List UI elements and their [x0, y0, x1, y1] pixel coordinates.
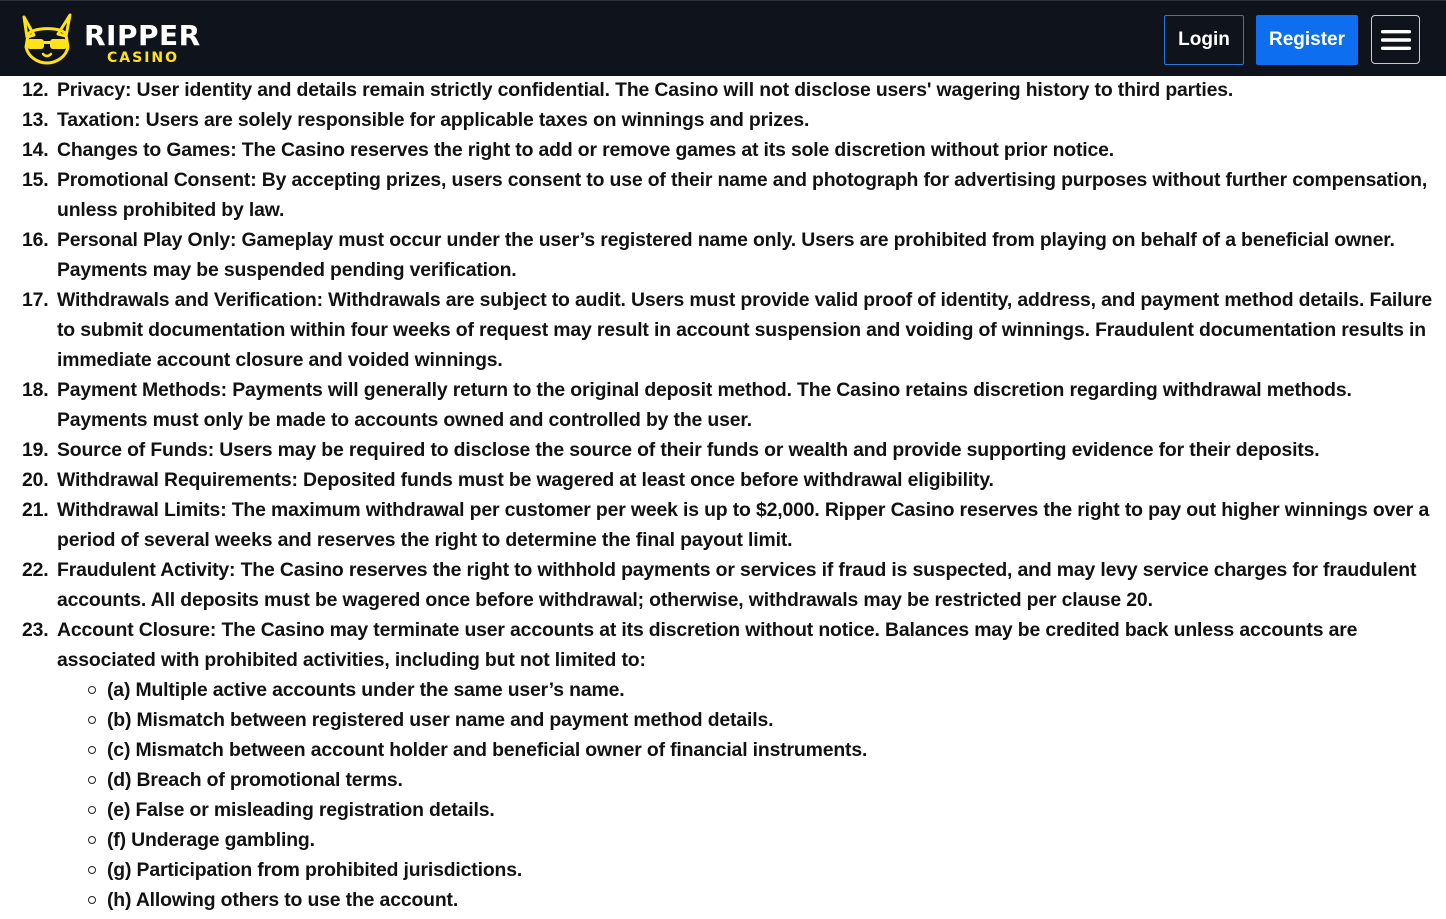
term-number: 16. — [22, 229, 49, 251]
closure-reason-text: (f) Underage gambling. — [107, 829, 315, 851]
menu-button[interactable] — [1371, 15, 1420, 64]
term-number: 14. — [22, 139, 49, 161]
term-item-23 — [0, 615, 1446, 915]
closure-reason-item — [57, 675, 1434, 705]
terms-list — [0, 75, 1446, 915]
term-text: Account Closure: The Casino may terminate user accounts at its discretion without notice. Balances may be credited back unless accounts are associated with prohibited activities, including but not limited to: — [57, 619, 1358, 671]
closure-reason-text: (a) Multiple active accounts under the same user’s name. — [107, 679, 625, 701]
kangaroo-logo-icon — [18, 13, 76, 67]
terms-content — [0, 75, 1446, 915]
closure-reason-item — [57, 735, 1434, 765]
closure-reasons-list — [57, 675, 1434, 915]
closure-reason-item — [57, 855, 1434, 885]
term-item-16 — [0, 225, 1446, 285]
term-number: 17. — [22, 289, 49, 311]
closure-reason-item — [57, 795, 1434, 825]
term-item-19 — [0, 435, 1446, 465]
term-text: Withdrawals and Verification: Withdrawals are subject to audit. Users must provide valid proof of identity, address, and payment method details. Failure to submit documentation within four weeks of request may result in account suspension and voiding of winnings. Fraudulent documentation results in immediate account closure and voided winnings. — [57, 289, 1433, 371]
closure-reason-text: (d) Breach of promotional terms. — [107, 769, 403, 791]
circle-bullet-icon — [88, 866, 96, 874]
closure-reason-item — [57, 705, 1434, 735]
term-item-20 — [0, 465, 1446, 495]
term-text: Promotional Consent: By accepting prizes, users consent to use of their name and photograph for advertising purposes without further compensation, unless prohibited by law. — [57, 169, 1428, 221]
term-number: 20. — [22, 469, 49, 491]
term-item-17 — [0, 285, 1446, 375]
ripper-casino-logo[interactable] — [18, 13, 201, 67]
term-number: 23. — [22, 619, 49, 641]
term-number: 12. — [22, 79, 49, 101]
login-button[interactable]: Login — [1164, 15, 1244, 65]
circle-bullet-icon — [88, 896, 96, 904]
term-number: 13. — [22, 109, 49, 131]
term-item-13 — [0, 105, 1446, 135]
term-number: 22. — [22, 559, 49, 581]
term-text: Source of Funds: Users may be required to disclose the source of their funds or wealth and provide supporting evidence for their deposits. — [57, 439, 1320, 461]
term-number: 18. — [22, 379, 49, 401]
term-text: Withdrawal Requirements: Deposited funds must be wagered at least once before withdrawal eligibility. — [57, 469, 994, 491]
circle-bullet-icon — [88, 716, 96, 724]
circle-bullet-icon — [88, 746, 96, 754]
circle-bullet-icon — [88, 836, 96, 844]
term-item-14 — [0, 135, 1446, 165]
term-item-21 — [0, 495, 1446, 555]
term-number: 15. — [22, 169, 49, 191]
circle-bullet-icon — [88, 806, 96, 814]
closure-reason-item — [57, 885, 1434, 915]
closure-reason-text: (b) Mismatch between registered user name and payment method details. — [107, 709, 774, 731]
term-item-18 — [0, 375, 1446, 435]
closure-reason-text: (h) Allowing others to use the account. — [107, 889, 459, 911]
closure-reason-item — [57, 825, 1434, 855]
closure-reason-item — [57, 765, 1434, 795]
term-item-15 — [0, 165, 1446, 225]
register-button[interactable]: Register — [1256, 15, 1358, 65]
term-item-22 — [0, 555, 1446, 615]
closure-reason-text: (e) False or misleading registration details. — [107, 799, 495, 821]
term-text: Fraudulent Activity: The Casino reserves the right to withhold payments or services if fraud is suspected, and may levy service charges for fraudulent accounts. All deposits must be wagered once before withdrawal; otherwise, withdrawals may be restricted per clause 20. — [57, 559, 1417, 611]
term-text: Changes to Games: The Casino reserves the right to add or remove games at its sole discretion without prior notice. — [57, 139, 1115, 161]
circle-bullet-icon — [88, 686, 96, 694]
term-text: Payment Methods: Payments will generally return to the original deposit method. The Casino retains discretion regarding withdrawal methods. Payments must only be made to accounts owned and controlled by the user. — [57, 379, 1352, 431]
hamburger-menu-icon — [1381, 28, 1411, 52]
term-number: 19. — [22, 439, 49, 461]
term-text: Withdrawal Limits: The maximum withdrawal per customer per week is up to $2,000. Ripper Casino reserves the right to pay out higher winnings over a period of several weeks and reserves the right to determine the final payout limit. — [57, 499, 1430, 551]
term-text: Personal Play Only: Gameplay must occur under the user’s registered name only. Users are prohibited from playing on behalf of a beneficial owner. Payments may be suspended pending verification. — [57, 229, 1395, 281]
term-item-12 — [0, 75, 1446, 105]
logo-wordmark: RIPPER — [84, 19, 201, 52]
term-text: Privacy: User identity and details remain strictly confidential. The Casino will not disclose users' wagering history to third parties. — [57, 79, 1234, 101]
circle-bullet-icon — [88, 776, 96, 784]
logo-subtitle: CASINO — [107, 50, 180, 66]
closure-reason-text: (g) Participation from prohibited jurisdictions. — [107, 859, 523, 881]
term-text: Taxation: Users are solely responsible for applicable taxes on winnings and prizes. — [57, 109, 810, 131]
term-number: 21. — [22, 499, 49, 521]
top-navbar — [0, 0, 1446, 76]
closure-reason-text: (c) Mismatch between account holder and beneficial owner of financial instruments. — [107, 739, 868, 761]
